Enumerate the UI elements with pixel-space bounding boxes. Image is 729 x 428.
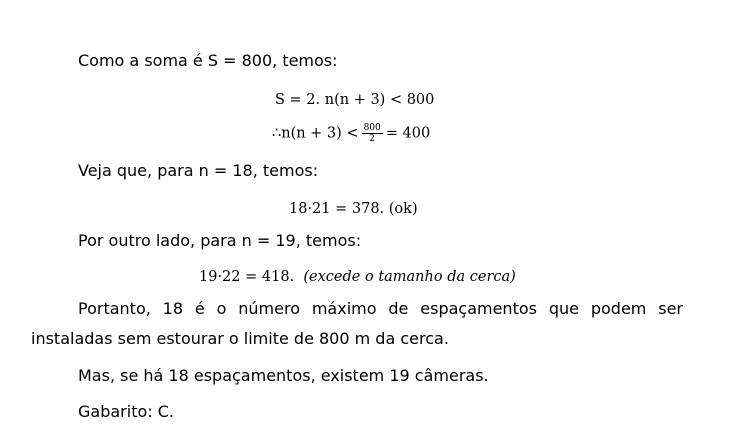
equation-sum-inequality: S = 2. n(n + 3) < 800 bbox=[275, 92, 435, 108]
paragraph-n19: Por outro lado, para n = 19, temos: bbox=[78, 231, 362, 250]
paragraph-cameras: Mas, se há 18 espaçamentos, existem 19 câmeras. bbox=[78, 366, 489, 385]
equation-n18: 18·21 = 378. (ok) bbox=[289, 201, 418, 217]
paragraph-intro: Como a soma é S = 800, temos: bbox=[78, 51, 338, 70]
equation-division bbox=[272, 123, 430, 144]
fraction-numerator: 800 bbox=[363, 123, 381, 133]
equation-division-right: = 400 bbox=[385, 125, 431, 142]
answer-key: Gabarito: C. bbox=[78, 402, 174, 421]
equation-division-left: ∴n(n + 3) < bbox=[272, 125, 359, 142]
fraction bbox=[362, 123, 383, 144]
fraction-denominator: 2 bbox=[369, 134, 376, 144]
paragraph-conclusion-line1: Portanto, 18 é o número máximo de espaçamentos que podem ser bbox=[78, 299, 683, 318]
equation-n19 bbox=[199, 268, 516, 286]
paragraph-conclusion-line2: instaladas sem estourar o limite de 800 m da cerca. bbox=[31, 329, 449, 348]
equation-n19-main: 19·22 = 418. bbox=[199, 269, 295, 285]
paragraph-n18: Veja que, para n = 18, temos: bbox=[78, 161, 319, 180]
equation-n19-note: (excede o tamanho da cerca) bbox=[303, 269, 516, 285]
